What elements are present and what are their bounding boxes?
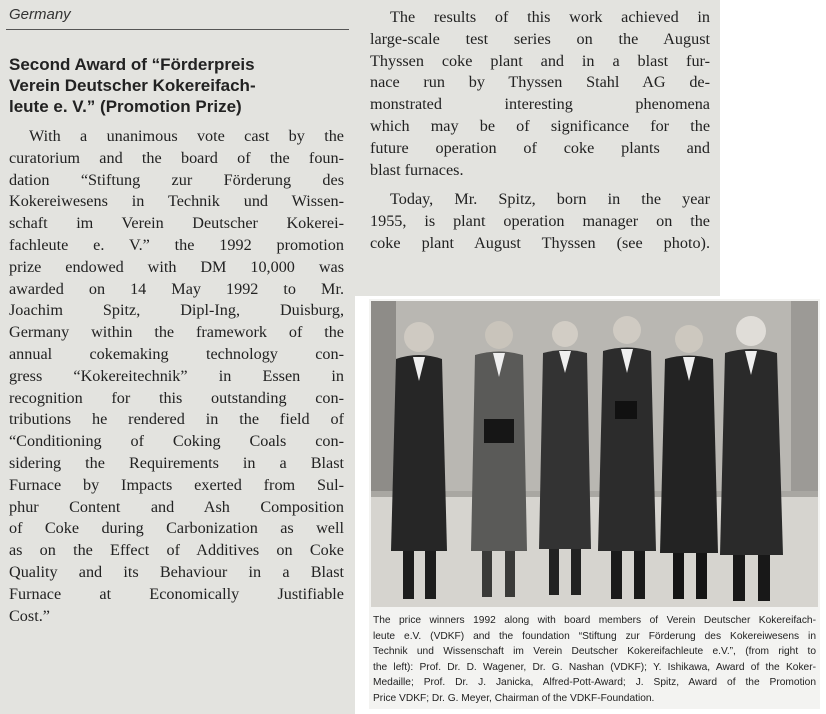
- body-line: nace run by Thyssen Stahl AG de-: [370, 73, 710, 92]
- body-line: fachleute e. V.” the 1992 promotion: [9, 235, 344, 254]
- body-line: Furnace by Impacts exerted from Sul-: [9, 475, 344, 494]
- left-body-text: [9, 126, 344, 627]
- photo-caption: [373, 613, 816, 707]
- body-line: blast furnaces.: [370, 160, 464, 179]
- body-line: Germany within the framework of the: [9, 323, 344, 342]
- headline-line: Verein Deutscher Kokereifach-: [9, 76, 256, 95]
- body-line: awarded on 14 May 1992 to Mr.: [9, 279, 344, 298]
- section-divider: [6, 29, 349, 30]
- body-line: “Conditioning of Coking Coals con-: [9, 432, 344, 451]
- photo-figure: [369, 299, 820, 709]
- headline-line: Second Award of “Förderpreis: [9, 55, 255, 74]
- caption-line: Price VDKF; Dr. G. Meyer, Chairman of the VDKF-Foundation.: [373, 692, 655, 704]
- body-line: large-scale test series on the August: [370, 29, 710, 48]
- article-headline: [9, 54, 349, 117]
- body-line: curatorium and the board of the foun-: [9, 148, 344, 167]
- headline-line: leute e. V.” (Promotion Prize): [9, 97, 242, 116]
- body-line: of Coke during Carbonization as well: [9, 519, 344, 538]
- caption-line: the left): Prof. Dr. D. Wagener, Dr. G. Nashan (VDKF); Y. Ishikawa, Award of the Koker-: [373, 661, 816, 673]
- body-line: gress “Kokereitechnik” in Essen in: [9, 366, 344, 385]
- section-label: Germany: [9, 6, 71, 23]
- body-line: Quality and its Behaviour in a Blast: [9, 562, 344, 581]
- body-line: prize endowed with DM 10,000 was: [9, 257, 344, 276]
- group-photo: [371, 301, 818, 607]
- right-body-text: [370, 7, 710, 255]
- body-line: annual cokemaking technology con-: [9, 344, 344, 363]
- caption-line: Technik und Wissenschaft im Verein Deutscher Kokereifachleute e.V.”, (from right to: [373, 646, 816, 658]
- body-line: dation “Stiftung zur Förderung des: [9, 170, 344, 189]
- body-line: tributions he rendered in the field of: [9, 410, 344, 429]
- caption-line: The price winners 1992 along with board members of Verein Deutscher Kokereifach-: [373, 615, 816, 626]
- body-line: Furnace at Economically Justifiable: [9, 584, 344, 603]
- body-line: phur Content and Ash Composition: [9, 497, 344, 516]
- body-line: future operation of coke plants and: [370, 138, 710, 157]
- body-line: Kokereiwesens in Technik und Wissen-: [9, 192, 344, 211]
- caption-line: leute e.V. (VDKF) and the foundation “Stiftung zur Förderung des Kokereiwesens in: [373, 630, 816, 642]
- body-line: sidering the Requirements in a Blast: [9, 453, 344, 472]
- body-line: With a unanimous vote cast by the: [29, 127, 344, 145]
- body-line: The results of this work achieved in: [390, 8, 710, 26]
- body-line: monstrated interesting phenomena: [370, 95, 710, 114]
- body-line: Cost.”: [9, 606, 50, 625]
- body-line: recognition for this outstanding con-: [9, 388, 344, 407]
- body-line: which may be of significance for the: [370, 116, 710, 135]
- body-line: Today, Mr. Spitz, born in the year: [390, 190, 710, 209]
- body-line: Thyssen coke plant and in a blast fur-: [370, 51, 710, 70]
- left-column-panel: [0, 0, 355, 714]
- body-line: 1955, is plant operation manager on the: [370, 212, 710, 231]
- body-line: as on the Effect of Additives on Coke: [9, 541, 344, 560]
- caption-line: Medaille; Prof. Dr. J. Janicka, Alfred-Pott-Award; J. Spitz, Award of the Promotion: [373, 677, 816, 689]
- body-line: schaft im Verein Deutscher Kokerei-: [9, 214, 344, 233]
- body-line: Joachim Spitz, Dipl-Ing, Duisburg,: [9, 301, 344, 320]
- body-line: coke plant August Thyssen (see photo).: [370, 233, 710, 252]
